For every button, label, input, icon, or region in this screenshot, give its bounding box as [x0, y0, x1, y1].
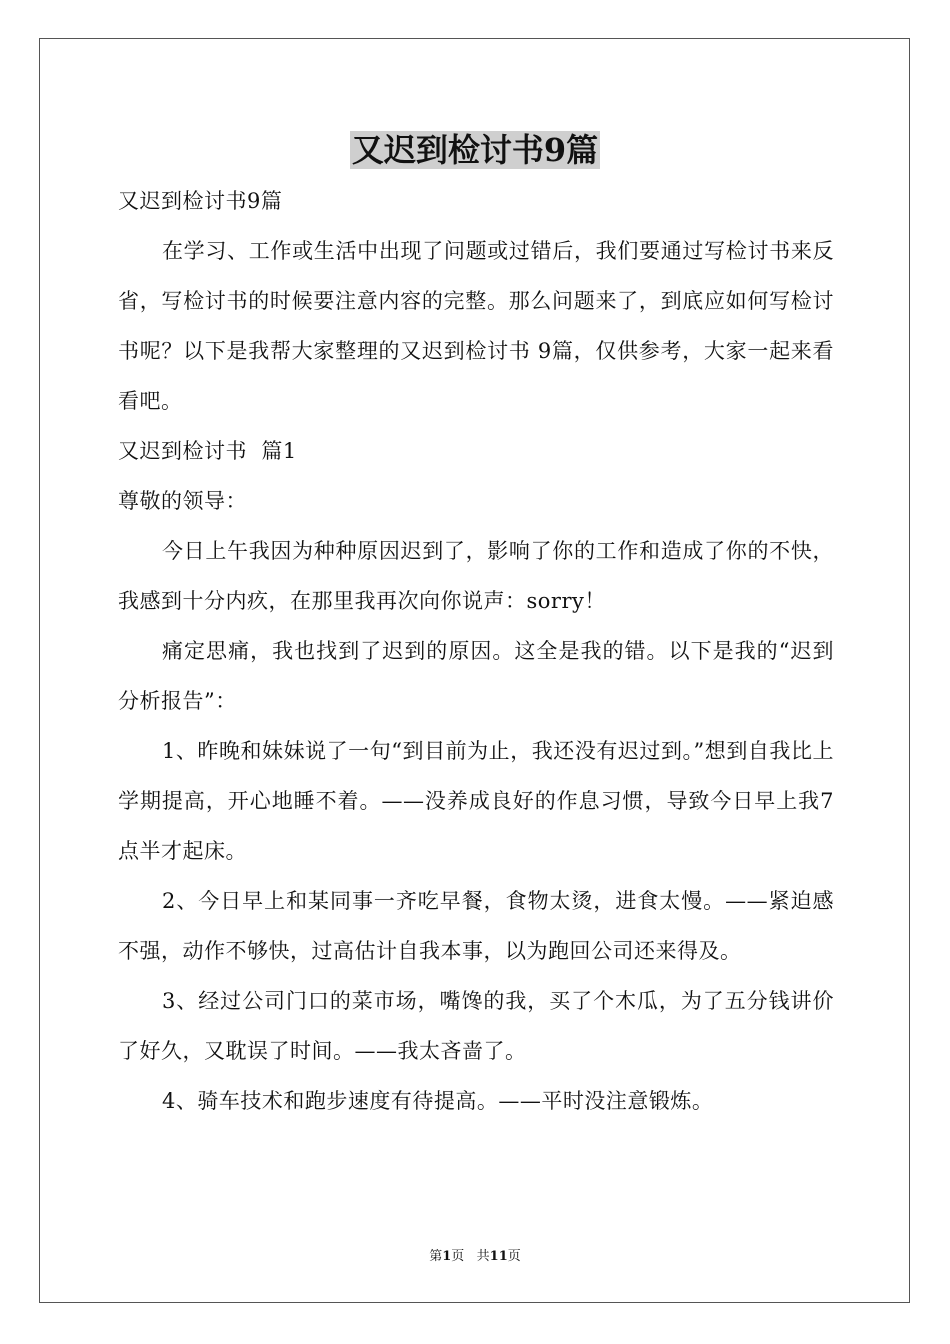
- paragraph: 2、今日早上和某同事一齐吃早餐，食物太烫，进食太慢。——紧迫感不强，动作不够快，过高估计自我本事，以为跑回公司还来得及。: [118, 889, 834, 963]
- section-heading: 又迟到检讨书 篇1: [118, 439, 297, 463]
- footer-middle: 页 共: [451, 1249, 490, 1264]
- paragraph: 1、昨晚和妹妹说了一句“到目前为止，我还没有迟过到。”想到自我比上学期提高，开心地睡不着。——没养成良好的作息习惯，导致今日早上我7点半才起床。: [118, 739, 834, 863]
- page-footer: [0, 1248, 950, 1266]
- paragraph: 在学习、工作或生活中出现了问题或过错后，我们要通过写检讨书来反省，写检讨书的时候要注意内容的完整。那么问题来了，到底应如何写检讨书呢？以下是我帮大家整理的又迟到检讨书 9篇，仅供参考，大家一起来看看吧。: [118, 239, 834, 413]
- paragraph: 今日上午我因为种种原因迟到了，影响了你的工作和造成了你的不快，我感到十分内疚，在那里我再次向你说声：sorry！: [118, 539, 834, 613]
- document-title: [0, 128, 950, 172]
- paragraph: 痛定思痛，我也找到了迟到的原因。这全是我的错。以下是我的“迟到分析报告”：: [118, 639, 834, 713]
- footer-page-number: 1: [442, 1249, 452, 1264]
- document-title-text: 又迟到检讨书9篇: [351, 131, 599, 169]
- paragraph: 又迟到检讨书9篇: [118, 189, 283, 213]
- footer-suffix: 页: [507, 1249, 521, 1264]
- document-body: [118, 176, 834, 1126]
- footer-prefix: 第: [429, 1249, 443, 1264]
- salutation: 尊敬的领导：: [118, 489, 247, 513]
- paragraph: 4、骑车技术和跑步速度有待提高。——平时没注意锻炼。: [162, 1089, 714, 1113]
- footer-total-pages: 11: [489, 1249, 508, 1264]
- paragraph: 3、经过公司门口的菜市场，嘴馋的我，买了个木瓜，为了五分钱讲价了好久，又耽误了时间。——我太吝啬了。: [118, 989, 834, 1063]
